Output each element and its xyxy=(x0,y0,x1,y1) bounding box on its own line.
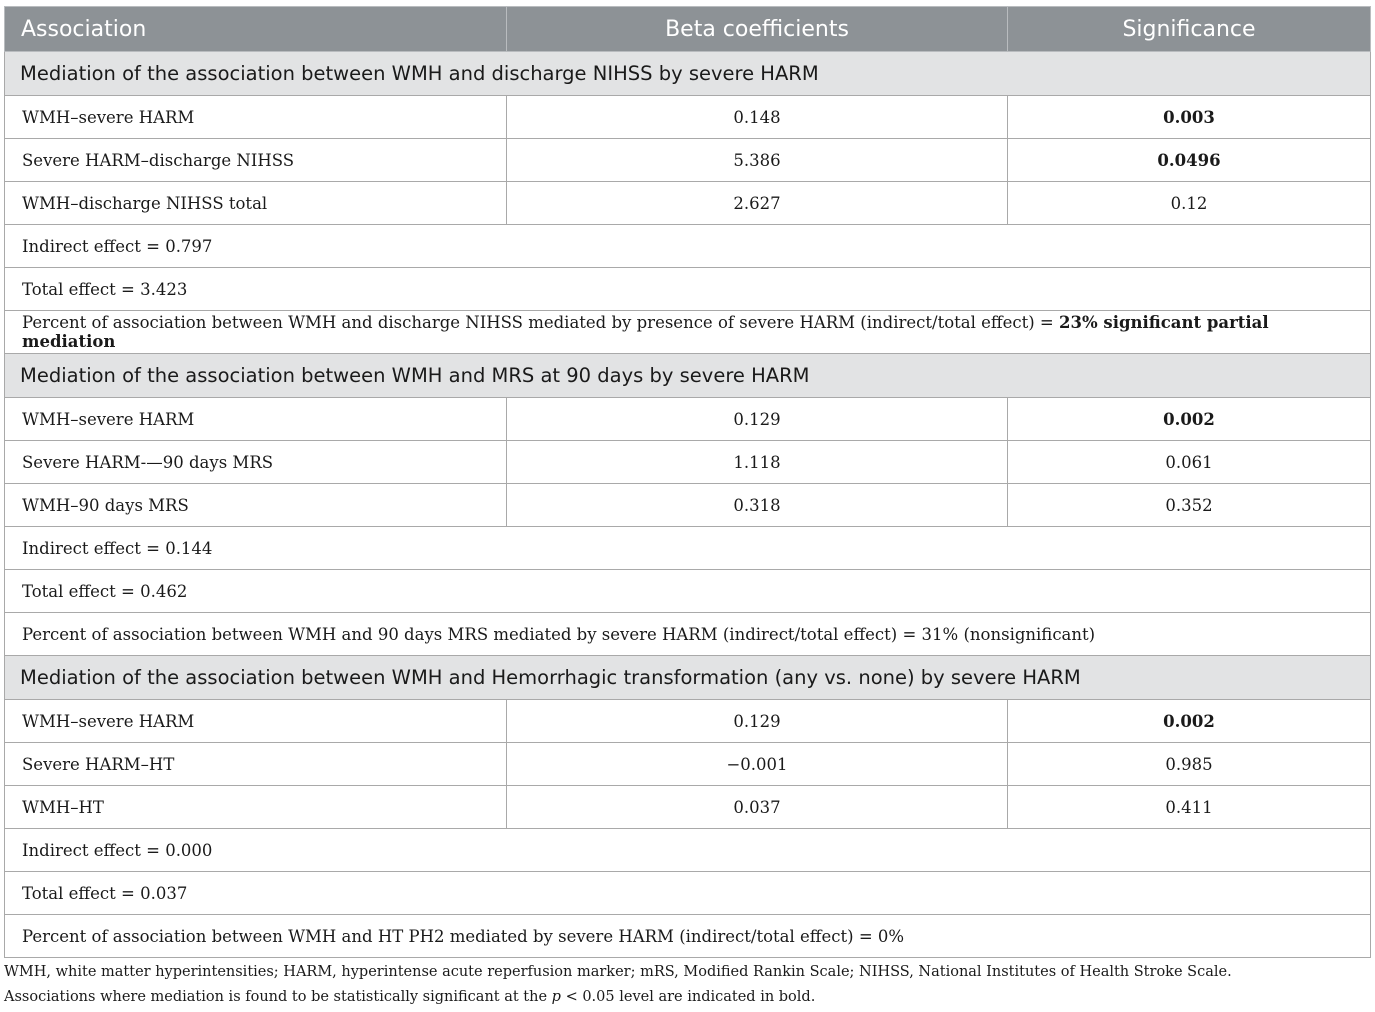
row-label: Severe HARM–discharge NIHSS xyxy=(5,139,507,182)
section-title: Mediation of the association between WMH and Hemorrhagic transformation (any vs. none) by severe HARM xyxy=(5,656,1371,700)
row-beta: 0.129 xyxy=(507,700,1008,743)
row-beta: 2.627 xyxy=(507,182,1008,225)
table-row xyxy=(5,441,1371,484)
table-row xyxy=(5,786,1371,829)
total-effect: Total effect = 0.462 xyxy=(5,570,1371,613)
table-header-row xyxy=(5,7,1371,52)
indirect-effect-row xyxy=(5,225,1371,268)
row-significance: 0.12 xyxy=(1008,182,1371,225)
table-row xyxy=(5,182,1371,225)
footnote-text-before: Associations where mediation is found to be statistically significant at the xyxy=(4,989,552,1005)
total-effect: Total effect = 3.423 xyxy=(5,268,1371,311)
total-effect-row xyxy=(5,570,1371,613)
mediation-table xyxy=(4,6,1371,958)
row-significance: 0.003 xyxy=(1008,96,1371,139)
row-label: WMH–severe HARM xyxy=(5,700,507,743)
percent-mediated-row xyxy=(5,915,1371,958)
row-significance: 0.061 xyxy=(1008,441,1371,484)
percent-mediated xyxy=(5,311,1371,354)
row-label: WMH–90 days MRS xyxy=(5,484,507,527)
total-effect: Total effect = 0.037 xyxy=(5,872,1371,915)
row-significance: 0.352 xyxy=(1008,484,1371,527)
table-footnote xyxy=(4,960,1370,1010)
header-beta: Beta coefficients xyxy=(507,7,1008,52)
section-header-row xyxy=(5,52,1371,96)
table-row xyxy=(5,398,1371,441)
footnote-abbreviations: WMH, white matter hyperintensities; HARM, hyperintense acute reperfusion marker; mRS, Modified Rankin Scale; NIHSS, National Institutes of Health Stroke Scale. xyxy=(4,964,1232,980)
percent-mediated: Percent of association between WMH and HT PH2 mediated by severe HARM (indirect/total effect) = 0% xyxy=(5,915,1371,958)
section-header-row xyxy=(5,656,1371,700)
table-row xyxy=(5,700,1371,743)
row-significance: 0.985 xyxy=(1008,743,1371,786)
percent-mediated-row xyxy=(5,613,1371,656)
row-label: WMH–discharge NIHSS total xyxy=(5,182,507,225)
indirect-effect-row xyxy=(5,829,1371,872)
table-row xyxy=(5,139,1371,182)
row-beta: −0.001 xyxy=(507,743,1008,786)
row-significance: 0.0496 xyxy=(1008,139,1371,182)
row-beta: 0.129 xyxy=(507,398,1008,441)
row-beta: 0.037 xyxy=(507,786,1008,829)
section-header-row xyxy=(5,354,1371,398)
percent-text: Percent of association between WMH and discharge NIHSS mediated by presence of severe HARM (indirect/total effect) = xyxy=(22,313,1060,332)
indirect-effect: Indirect effect = 0.797 xyxy=(5,225,1371,268)
row-label: Severe HARM–HT xyxy=(5,743,507,786)
total-effect-row xyxy=(5,872,1371,915)
total-effect-row xyxy=(5,268,1371,311)
header-association: Association xyxy=(5,7,507,52)
row-significance: 0.411 xyxy=(1008,786,1371,829)
row-label: WMH–severe HARM xyxy=(5,398,507,441)
percent-bold: 23% significant partial mediation xyxy=(22,313,1269,351)
table-row xyxy=(5,484,1371,527)
footnote-significance xyxy=(4,985,1370,1010)
row-beta: 0.148 xyxy=(507,96,1008,139)
indirect-effect: Indirect effect = 0.144 xyxy=(5,527,1371,570)
row-label: Severe HARM-—90 days MRS xyxy=(5,441,507,484)
row-significance: 0.002 xyxy=(1008,398,1371,441)
section-title: Mediation of the association between WMH and MRS at 90 days by severe HARM xyxy=(5,354,1371,398)
indirect-effect-row xyxy=(5,527,1371,570)
row-beta: 5.386 xyxy=(507,139,1008,182)
header-significance: Significance xyxy=(1008,7,1371,52)
row-significance: 0.002 xyxy=(1008,700,1371,743)
indirect-effect: Indirect effect = 0.000 xyxy=(5,829,1371,872)
row-beta: 1.118 xyxy=(507,441,1008,484)
row-beta: 0.318 xyxy=(507,484,1008,527)
row-label: WMH–severe HARM xyxy=(5,96,507,139)
percent-mediated: Percent of association between WMH and 90 days MRS mediated by severe HARM (indirect/total effect) = 31% (nonsignificant) xyxy=(5,613,1371,656)
footnote-p: p xyxy=(551,989,561,1005)
row-label: WMH–HT xyxy=(5,786,507,829)
results-table-container xyxy=(4,6,1370,958)
table-row xyxy=(5,96,1371,139)
percent-mediated-row xyxy=(5,311,1371,354)
footnote-text-after: < 0.05 level are indicated in bold. xyxy=(560,989,816,1005)
table-row xyxy=(5,743,1371,786)
section-title: Mediation of the association between WMH and discharge NIHSS by severe HARM xyxy=(5,52,1371,96)
